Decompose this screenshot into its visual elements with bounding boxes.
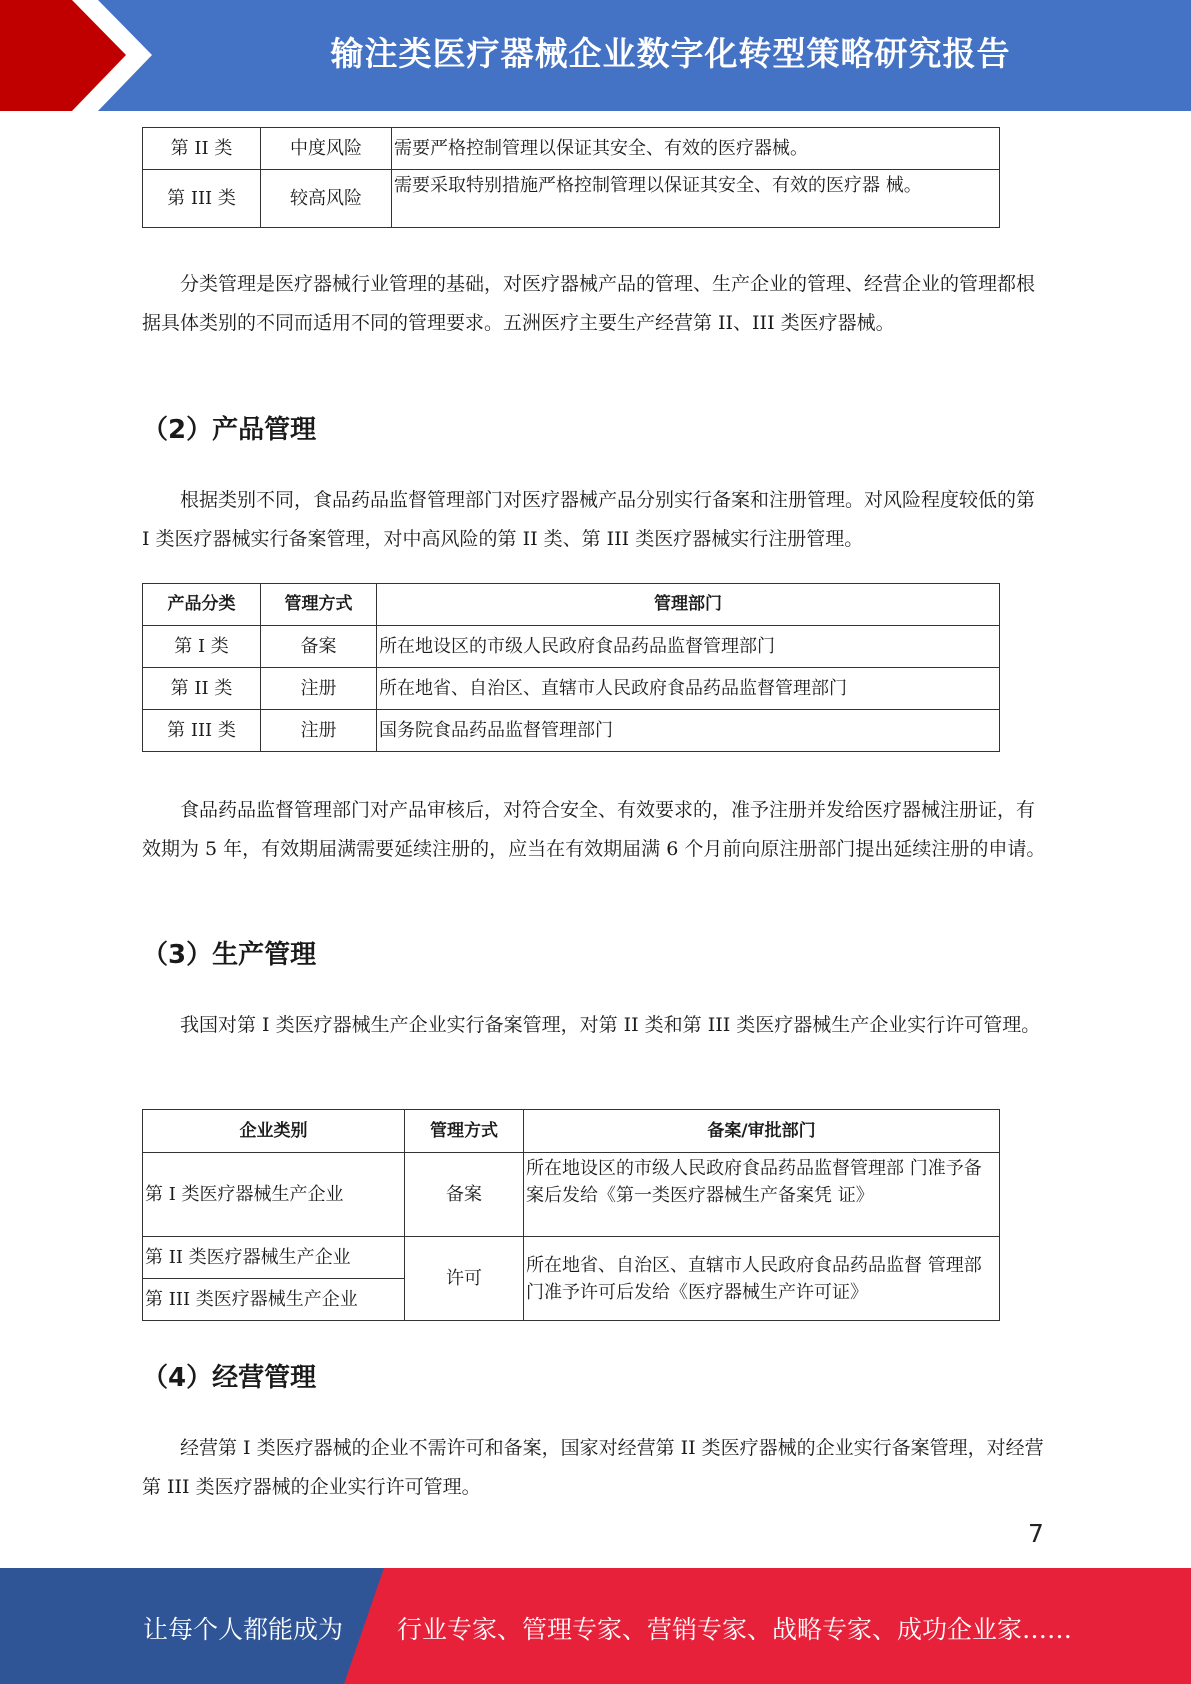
table-cell: 所在地设区的市级人民政府食品药品监督管理部 门准予备案后发给《第一类医疗器械生产备案凭 证》 [524,1153,1000,1237]
table-header-row [143,584,1000,626]
table-row [143,668,1000,710]
paragraph: 食品药品监督管理部门对产品审核后，对符合安全、有效要求的，准予注册并发给医疗器械注册证，有效期为 5 年，有效期届满需要延续注册的，应当在有效期届满 6 个月前向原注册部门提出延续注册的申请。 [142,799,1046,860]
table-row [143,128,1000,170]
table-header-row [143,1110,1000,1153]
table-cell: 中度风险 [261,128,392,170]
paragraph: 经营第 I 类医疗器械的企业不需许可和备案，国家对经营第 II 类医疗器械的企业实行备案管理，对经营第 III 类医疗器械的企业实行许可管理。 [142,1437,1044,1498]
table-cell: 第 I 类 [143,626,261,668]
table-row [143,710,1000,752]
table-cell: 所在地省、自治区、直辖市人民政府食品药品监督 管理部门准予许可后发给《医疗器械生产许可证》 [524,1237,1000,1321]
table-cell: 第 II 类 [143,128,261,170]
table-cell: 备案 [405,1153,524,1237]
table-cell: 第 I 类医疗器械生产企业 [143,1153,405,1237]
table-cell: 第 III 类 [143,170,261,228]
paragraph: 根据类别不同，食品药品监督管理部门对医疗器械产品分别实行备案和注册管理。对风险程度较低的第 I 类医疗器械实行备案管理，对中高风险的第 II 类、第 III 类医疗器械实行注册管理。 [142,489,1036,550]
column-header: 企业类别 [143,1110,405,1153]
paragraph: 分类管理是医疗器械行业管理的基础，对医疗器械产品的管理、生产企业的管理、经营企业的管理都根据具体类别的不同而适用不同的管理要求。五洲医疗主要生产经营第 II、III 类医疗器械。 [142,273,1036,334]
paragraph: 我国对第 I 类医疗器械生产企业实行备案管理，对第 II 类和第 III 类医疗器械生产企业实行许可管理。 [180,1014,1041,1036]
table-row [143,626,1000,668]
section-heading: （4）经营管理 [142,1363,317,1393]
table-cell: 所在地省、自治区、直辖市人民政府食品药品监督管理部门 [377,668,1000,710]
table-row [143,1153,1000,1237]
footer-slogan-left: 让每个人都能成为 [143,1615,344,1644]
page-header [0,0,1191,111]
section-heading: （3）生产管理 [142,940,317,970]
table-cell: 第 II 类 [143,668,261,710]
table-cell: 第 III 类 [143,710,261,752]
table-cell: 第 II 类医疗器械生产企业 [143,1237,405,1279]
page-number: 7 [1028,1519,1044,1548]
column-header: 管理方式 [261,584,377,626]
table-cell: 国务院食品药品监督管理部门 [377,710,1000,752]
table-cell: 需要采取特别措施严格控制管理以保证其安全、有效的医疗器 械。 [392,170,1000,228]
footer-slogan-right: 行业专家、管理专家、营销专家、战略专家、成功企业家…… [397,1615,1073,1644]
column-header: 备案/审批部门 [524,1110,1000,1153]
column-header: 管理部门 [377,584,1000,626]
table-cell: 第 III 类医疗器械生产企业 [143,1279,405,1321]
classification-table [142,127,1000,228]
product-management-table [142,583,1000,752]
table-cell: 注册 [261,668,377,710]
table-cell: 需要严格控制管理以保证其安全、有效的医疗器械。 [392,128,1000,170]
table-row [143,1237,1000,1279]
table-cell: 注册 [261,710,377,752]
production-management-table [142,1109,1000,1321]
page-footer [0,1568,1191,1684]
table-cell: 备案 [261,626,377,668]
column-header: 产品分类 [143,584,261,626]
table-cell: 所在地设区的市级人民政府食品药品监督管理部门 [377,626,1000,668]
table-cell: 许可 [405,1237,524,1321]
report-title: 输注类医疗器械企业数字化转型策略研究报告 [330,34,1011,73]
column-header: 管理方式 [405,1110,524,1153]
section-heading: （2）产品管理 [142,415,317,445]
table-cell: 较高风险 [261,170,392,228]
table-row [143,170,1000,228]
